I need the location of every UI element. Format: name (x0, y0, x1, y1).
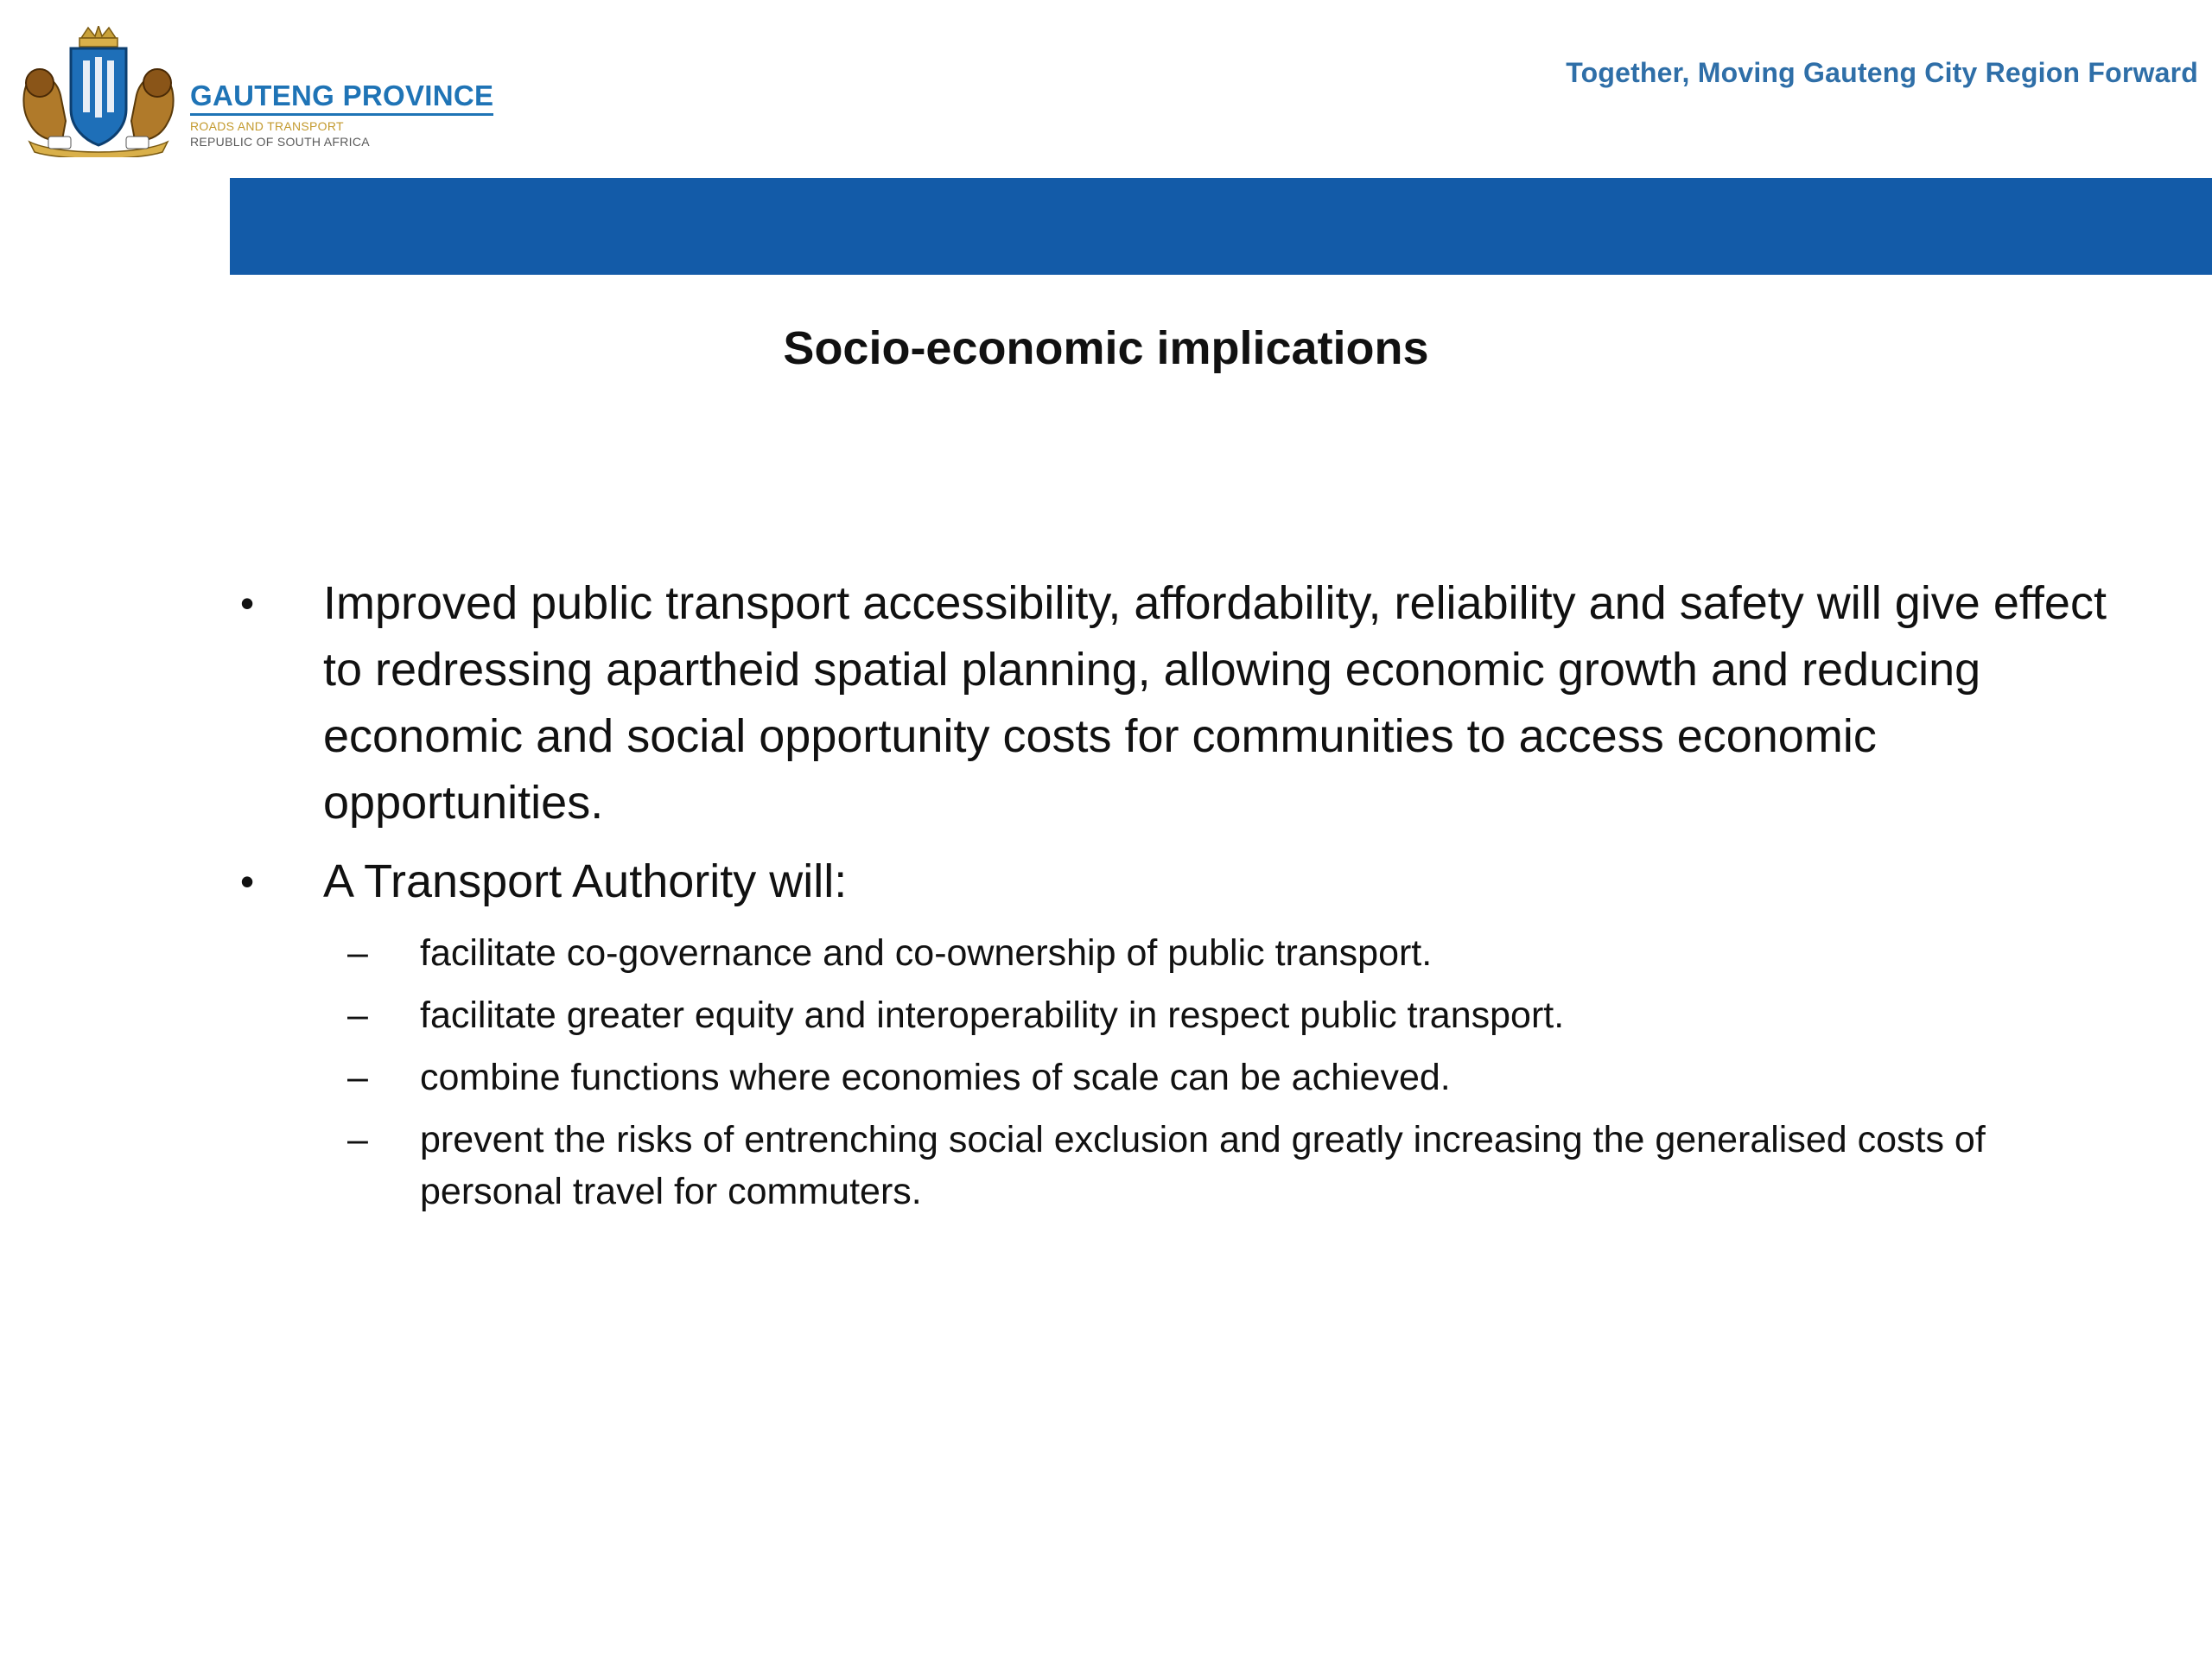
bullet-marker: • (240, 859, 255, 904)
slide-title: Socio-economic implications (783, 322, 1429, 374)
logo-block (14, 26, 498, 164)
sub-marker: – (347, 1057, 368, 1098)
sub-list-item (233, 927, 2117, 979)
sub-marker: – (347, 932, 368, 974)
org-text (190, 79, 493, 149)
sub-marker: – (347, 995, 368, 1036)
sub-list (233, 927, 2117, 1217)
sub-list-item (233, 1114, 2117, 1217)
sub-item-text: facilitate greater equity and interoperability in respect public transport. (420, 995, 1565, 1036)
bullet-text: A Transport Authority will: (323, 855, 848, 907)
bullet-text: Improved public transport accessibility, affordability, reliability and safety will give effect to redressing apartheid spatial planning, allowing economic growth and reducing economic and social opportunity costs for communities to access economic opportunities. (323, 577, 2107, 829)
header-band (230, 178, 2212, 275)
sub-item-text: combine functions where economies of scale can be achieved. (420, 1057, 1451, 1098)
bullet-marker: • (240, 581, 255, 626)
coat-of-arms-icon (14, 26, 183, 157)
sub-marker: – (347, 1119, 368, 1160)
bullet-item (233, 849, 2117, 915)
slogan: Together, Moving Gauteng City Region Forward (1566, 57, 2198, 88)
org-department: ROADS AND TRANSPORT (190, 119, 344, 133)
bullet-item (233, 570, 2117, 836)
org-name: GAUTENG PROVINCE (190, 79, 493, 116)
org-country: REPUBLIC OF SOUTH AFRICA (190, 135, 370, 149)
sub-item-text: prevent the risks of entrenching social exclusion and greatly increasing the generalised costs of personal travel for commuters. (420, 1119, 1986, 1212)
sub-list-item (233, 989, 2117, 1041)
sub-item-text: facilitate co-governance and co-ownership of public transport. (420, 932, 1433, 974)
sub-list-item (233, 1052, 2117, 1103)
slide-content (233, 570, 2117, 1228)
